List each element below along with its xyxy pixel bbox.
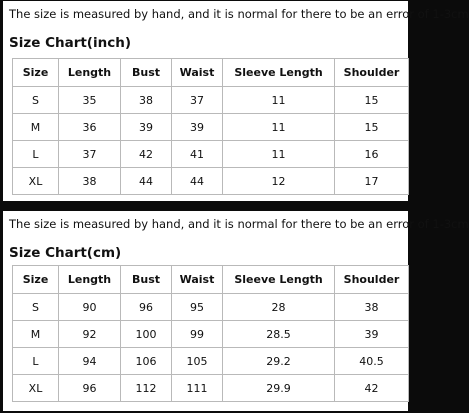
table-cell: 29.9 xyxy=(223,375,335,402)
table-cell: 15 xyxy=(335,114,409,141)
table-cell: 28.5 xyxy=(223,321,335,348)
header-cell: Length xyxy=(59,59,121,87)
header-cell: Size xyxy=(13,266,59,294)
table-cell: M xyxy=(13,321,59,348)
table-cell: 106 xyxy=(121,348,172,375)
table-cell: 38 xyxy=(335,294,409,321)
table-cell: 38 xyxy=(121,87,172,114)
table-cell: M xyxy=(13,114,59,141)
table-cell: XL xyxy=(13,168,59,195)
header-cell: Waist xyxy=(172,266,223,294)
table-cell: 105 xyxy=(172,348,223,375)
table-row xyxy=(13,168,409,195)
table-cell: 36 xyxy=(59,114,121,141)
table-row xyxy=(13,348,409,375)
table-cell: 41 xyxy=(172,141,223,168)
table-cell: 94 xyxy=(59,348,121,375)
table-cell: L xyxy=(13,141,59,168)
table-cell: 39 xyxy=(172,114,223,141)
table-cell: 100 xyxy=(121,321,172,348)
table-cell: 42 xyxy=(335,375,409,402)
table-cell: 28 xyxy=(223,294,335,321)
table-header-row xyxy=(13,266,409,294)
table-cell: S xyxy=(13,294,59,321)
table-cell: 12 xyxy=(223,168,335,195)
table-cell: 95 xyxy=(172,294,223,321)
header-cell: Bust xyxy=(121,59,172,87)
table-cell: 42 xyxy=(121,141,172,168)
header-cell: Waist xyxy=(172,59,223,87)
header-cell: Length xyxy=(59,266,121,294)
table-cell: 15 xyxy=(335,87,409,114)
table-row xyxy=(13,114,409,141)
size-chart-title: Size Chart(inch) xyxy=(9,35,131,51)
table-cell: 40.5 xyxy=(335,348,409,375)
table-cell: 96 xyxy=(59,375,121,402)
table-cell: 16 xyxy=(335,141,409,168)
table-cell: 96 xyxy=(121,294,172,321)
size-table-inch xyxy=(12,58,409,195)
header-cell: Size xyxy=(13,59,59,87)
table-cell: 90 xyxy=(59,294,121,321)
header-cell: Sleeve Length xyxy=(223,266,335,294)
table-row xyxy=(13,375,409,402)
header-cell: Shoulder xyxy=(335,266,409,294)
table-cell: 112 xyxy=(121,375,172,402)
table-row xyxy=(13,294,409,321)
table-row xyxy=(13,87,409,114)
table-cell: 11 xyxy=(223,141,335,168)
header-cell: Sleeve Length xyxy=(223,59,335,87)
table-cell: 11 xyxy=(223,87,335,114)
table-row xyxy=(13,141,409,168)
header-cell: Shoulder xyxy=(335,59,409,87)
table-cell: 17 xyxy=(335,168,409,195)
table-cell: 29.2 xyxy=(223,348,335,375)
table-cell: 99 xyxy=(172,321,223,348)
table-cell: 92 xyxy=(59,321,121,348)
table-cell: 35 xyxy=(59,87,121,114)
size-chart-title: Size Chart(cm) xyxy=(9,245,122,261)
size-table-cm xyxy=(12,265,409,402)
table-cell: S xyxy=(13,87,59,114)
size-chart-inch-panel xyxy=(3,1,469,201)
measurement-note: The size is measured by hand, and it is normal for there to be an error of 1-3cm xyxy=(9,217,469,231)
measurement-note: The size is measured by hand, and it is normal for there to be an error of 1-3cm xyxy=(9,7,469,21)
table-cell: 44 xyxy=(121,168,172,195)
table-cell: 111 xyxy=(172,375,223,402)
header-cell: Bust xyxy=(121,266,172,294)
size-chart-cm-panel xyxy=(3,211,469,411)
table-cell: 44 xyxy=(172,168,223,195)
table-cell: 37 xyxy=(172,87,223,114)
table-cell: 37 xyxy=(59,141,121,168)
table-cell: 39 xyxy=(335,321,409,348)
table-cell: 11 xyxy=(223,114,335,141)
table-row xyxy=(13,321,409,348)
table-cell: XL xyxy=(13,375,59,402)
table-header-row xyxy=(13,59,409,87)
table-cell: L xyxy=(13,348,59,375)
table-cell: 38 xyxy=(59,168,121,195)
table-cell: 39 xyxy=(121,114,172,141)
